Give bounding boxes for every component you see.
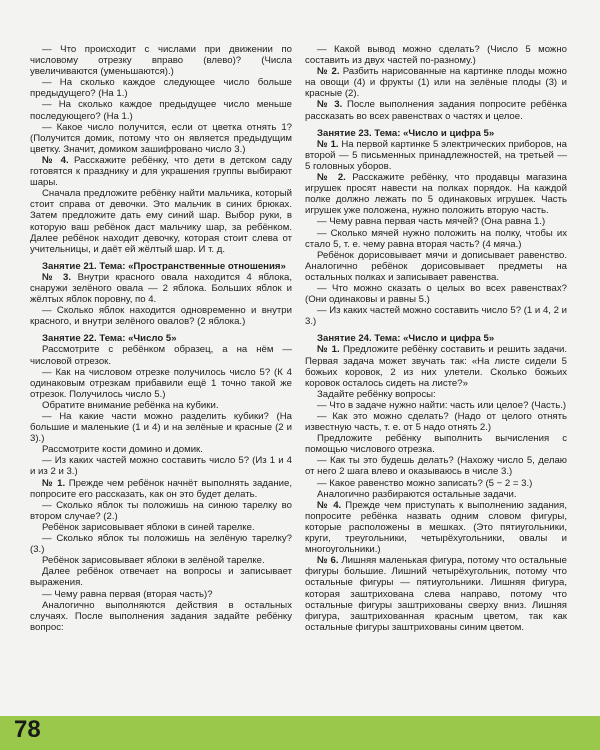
paragraph xyxy=(305,44,567,66)
paragraph-text: Расскажите ребёнку, что продавцы магазина игрушек просят навести на полках порядок. На каждой полке должно лежать по 5 одинаковых игрушек. Часть игрушек уже положена, нужно положить вторую часть. xyxy=(305,172,567,217)
task-number: № 3. xyxy=(42,271,72,283)
task-number: № 2. xyxy=(317,66,340,78)
paragraph-text: Обратите внимание ребёнка на кубики. xyxy=(42,399,219,411)
paragraph-text: — Что в задаче нужно найти: часть или целое? (Часть.) xyxy=(317,399,567,411)
paragraph xyxy=(30,188,292,255)
paragraph xyxy=(30,411,292,444)
paragraph-text: — Как ты это будешь делать? (Нахожу число 5, делаю от него 2 шага влево и оказываюсь в числе 3.) xyxy=(305,455,567,478)
paragraph xyxy=(30,500,292,522)
paragraph-text: Ребёнок зарисовывает яблоки в синей тарелке. xyxy=(42,521,255,533)
paragraph xyxy=(305,478,567,489)
paragraph-text: Лишняя маленькая фигура, потому что остальные фигуры большие. Лишний четырёхугольник, потому что остальные фигуры — пятиугольники. Лишняя фигура, которая заштрихована слева направо, потому что остальные фигуры заштрихованы сверху вниз. Лишняя фигура, заштрихованная красным цветом, так как остальные фигуры заштрихованы синим цветом. xyxy=(305,555,567,633)
paragraph-text: Прежде чем приступать к выполнению задания, попросите ребёнка назвать одним словом фигуры, которые расположены в мешках. (Это пятиугольники, круги, треугольники, четырёхугольники, овалы и многоугольники.) xyxy=(305,499,567,556)
paragraph-text: — Чему равна первая (вторая часть)? xyxy=(42,588,213,600)
paragraph xyxy=(30,44,292,77)
paragraph xyxy=(30,77,292,99)
paragraph-text: Рассмотрите кости домино и домик. xyxy=(42,444,203,456)
paragraph-text: Ребёнок дорисовывает мячи и дописывает равенство. Аналогично ребёнок дорисовывает предметы на остальных полках и записывает равенства. xyxy=(305,249,567,283)
paragraph xyxy=(30,522,292,533)
paragraph-text: Предложите ребёнку выполнить вычисления с помощью числового отрезка. xyxy=(305,433,567,456)
paragraph-text: — Сколько мячей нужно положить на полку, чтобы их стало 5, т. е. чему равна вторая часть? (4 мяча.) xyxy=(305,227,567,250)
paragraph-text: — Из каких частей можно составить число 5? (1 и 4, 2 и 3.) xyxy=(305,305,567,328)
paragraph-text: — Сколько яблок находится одновременно и внутри красного, и внутри зелёного овалов? (2 яблока.) xyxy=(30,305,292,328)
paragraph xyxy=(30,444,292,455)
paragraph-text: Занятие 24. Тема: «Число и цифра 5» xyxy=(317,333,495,345)
paragraph xyxy=(305,172,567,216)
paragraph-text: Задайте ребёнку вопросы: xyxy=(317,388,436,400)
paragraph xyxy=(30,367,292,400)
paragraph xyxy=(30,99,292,121)
paragraph xyxy=(305,139,567,172)
task-number: № 6. xyxy=(317,555,339,567)
paragraph-text: Сначала предложите ребёнку найти мальчика, который стоит справа от девочки. Это мальчик в синих брюках. Затем предложите дать ему синий шар. Выбор руки, в которую ваш ребёнок даст мальчику шар, за ребёнком. Далее ребёнок находит девочку, которая стоит слева от учительницы, и даёт ей жёлтый шар. И т. д. xyxy=(30,188,292,255)
paragraph-text: После выполнения задания попросите ребёнка рассказать во всех равенствах о частях и целое. xyxy=(305,99,567,122)
page-number: 78 xyxy=(14,716,41,743)
paragraph-text: Предложите ребёнку составить и решить задачи. Первая задача может звучать так: «На листе сидели 5 божьих коровок, 2 из них улетели. Сколько божьих коровок осталось сидеть на листе?» xyxy=(305,344,567,389)
paragraph-text: Ребёнок зарисовывает яблоки в зелёной тарелке. xyxy=(42,555,265,567)
task-number: № 4. xyxy=(317,499,342,511)
paragraph xyxy=(305,66,567,99)
right-column xyxy=(305,44,567,633)
task-number: № 4. xyxy=(42,154,69,166)
paragraph xyxy=(30,272,292,305)
task-number: № 1. xyxy=(317,344,340,356)
paragraph xyxy=(305,389,567,400)
paragraph xyxy=(305,305,567,327)
lesson-heading xyxy=(30,261,292,272)
left-column xyxy=(30,44,292,633)
paragraph-text: Прежде чем ребёнок начнёт выполнять задание, попросите его рассказать, как он это будет делать. xyxy=(30,477,292,500)
paragraph xyxy=(30,600,292,633)
paragraph-text: Аналогично разбираются остальные задачи. xyxy=(317,488,517,500)
footer-strip xyxy=(0,716,600,750)
paragraph-text: — На сколько каждое предыдущее число меньше последующего? (На 1.) xyxy=(30,99,292,122)
paragraph xyxy=(305,250,567,283)
paragraph xyxy=(305,411,567,433)
paragraph xyxy=(30,478,292,500)
paragraph-text: — Какое число получится, если от цветка отнять 1? (Получится домик, потому что он является предыдущим цветку. Значит, домиком зашифровано число 3.) xyxy=(30,121,292,155)
paragraph xyxy=(30,533,292,555)
paragraph xyxy=(305,216,567,227)
paragraph xyxy=(305,228,567,250)
paragraph-text: Рассмотрите с ребёнком образец, а на нём — числовой отрезок. xyxy=(30,344,292,367)
lesson-heading xyxy=(305,128,567,139)
paragraph xyxy=(305,400,567,411)
paragraph-text: — Как на числовом отрезке получилось число 5? (К 4 одинаковым отрезкам прибавили ещё 1 точно такой же отрезок. Получилось число 5.) xyxy=(30,366,292,400)
paragraph-text: Разбить нарисованные на картинке плоды можно на овощи (4) и фрукты (1) или на зелёные плоды (3) и красные (2). xyxy=(305,66,567,100)
paragraph-text: — Что происходит с числами при движении по числовому отрезку вправо (влево)? (Числа увеличиваются (уменьшаются).) xyxy=(30,44,292,78)
paragraph xyxy=(305,283,567,305)
paragraph xyxy=(30,305,292,327)
task-number: № 1. xyxy=(317,138,339,150)
paragraph xyxy=(30,566,292,588)
paragraph xyxy=(305,455,567,477)
paragraph xyxy=(305,500,567,555)
paragraph-text: Внутри красного овала находится 4 яблока, снаружи зелёного овала — 2 яблока. Больших яблок и жёлтых яблок поровну, по 4. xyxy=(30,271,292,306)
task-number: № 3. xyxy=(317,99,343,111)
paragraph xyxy=(305,99,567,121)
paragraph-text: Занятие 22. Тема: «Число 5» xyxy=(42,333,177,345)
paragraph-text: — Какое равенство можно записать? (5 − 2 = 3.) xyxy=(317,477,533,489)
paragraph-text: — На какие части можно разделить кубики? (На большие и маленькие (1 и 4) и на зелёные и красные (2 и 3).) xyxy=(30,411,292,445)
paragraph xyxy=(305,555,567,633)
paragraph xyxy=(30,122,292,155)
paragraph xyxy=(305,344,567,388)
lesson-heading xyxy=(305,333,567,344)
paragraph xyxy=(30,400,292,411)
paragraph xyxy=(30,455,292,477)
lesson-heading xyxy=(30,333,292,344)
paragraph-text: Занятие 23. Тема: «Число и цифра 5» xyxy=(317,127,495,139)
paragraph-text: Расскажите ребёнку, что дети в детском саду готовятся к празднику и для украшения группы выбирают шары. xyxy=(30,154,292,189)
paragraph-text: На первой картинке 5 электрических приборов, на второй — 5 письменных принадлежностей, на третьей — 5 головных уборов. xyxy=(305,138,567,172)
paragraph xyxy=(30,155,292,188)
paragraph-text: Далее ребёнок отвечает на вопросы и записывает выражения. xyxy=(30,566,292,589)
paragraph-text: — Чему равна первая часть мячей? (Она равна 1.) xyxy=(317,216,546,228)
paragraph-text: — Как это можно сделать? (Надо от целого отнять известную часть, т. е. от 5 надо отнять 2.) xyxy=(305,411,567,434)
paragraph xyxy=(305,489,567,500)
task-number: № 1. xyxy=(42,477,66,489)
paragraph xyxy=(305,433,567,455)
paragraph xyxy=(30,344,292,366)
paragraph-text: — Какой вывод можно сделать? (Число 5 можно составить из двух частей по-разному.) xyxy=(305,44,567,67)
paragraph-text: Занятие 21. Тема: «Пространственные отношения» xyxy=(42,260,286,272)
paragraph-text: — Что можно сказать о целых во всех равенствах? (Они одинаковы и равны 5.) xyxy=(305,282,567,306)
paragraph-text: Аналогично выполняются действия в остальных случаях. После выполнения задания задайте ребёнку вопрос: xyxy=(30,599,292,633)
task-number: № 2. xyxy=(317,172,346,184)
paragraph-text: — На сколько каждое следующее число больше предыдущего? (На 1.) xyxy=(30,77,292,100)
paragraph-text: — Сколько яблок ты положишь на зелёную тарелку? (3.) xyxy=(30,533,292,556)
paragraph xyxy=(30,589,292,600)
paragraph xyxy=(30,555,292,566)
paragraph-text: — Сколько яблок ты положишь на синюю тарелку во втором случае? (2.) xyxy=(30,499,292,522)
paragraph-text: — Из каких частей можно составить число 5? (Из 1 и 4 и из 2 и 3.) xyxy=(30,455,292,478)
